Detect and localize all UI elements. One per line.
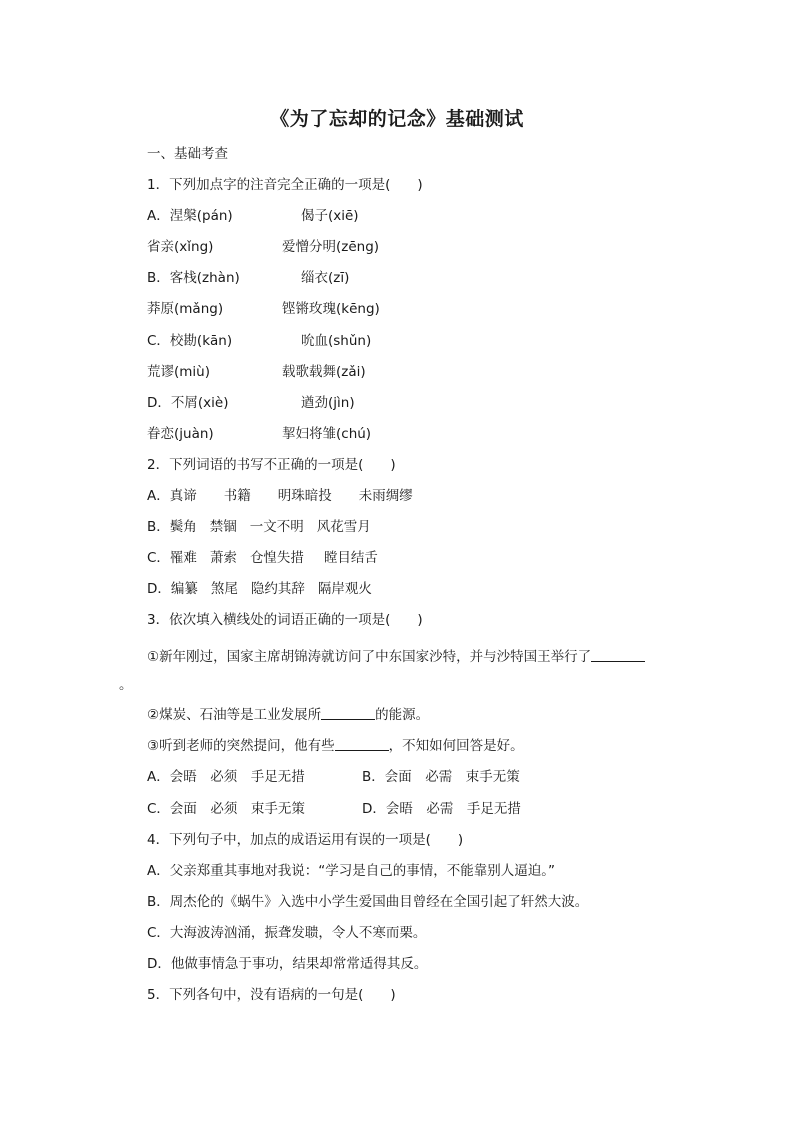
q2-c-word-4: 瞠目结舌 (323, 550, 378, 566)
q2-option-d (147, 580, 372, 598)
q4-option-b: B．周杰伦的《蜗牛》入选中小学生爱国曲目曾经在全国引起了轩然大波。 (147, 894, 589, 910)
q3-sentence-2-after: 的能源。 (375, 707, 430, 723)
q2-a-word-1: A．真谛 (147, 488, 197, 504)
q3-sentence-3-after: ，不知如何回答是好。 (388, 738, 524, 754)
section-heading: 一、基础考查 (147, 146, 228, 162)
q3-option-b: B．会面 必需 束手无策 (362, 769, 520, 785)
q2-d-word-3: 隐约其辞 (250, 581, 305, 597)
q2-c-word-3: 仓惶失措 (249, 550, 304, 566)
q1-option-a-item-2: 偈子(xiē) (301, 208, 359, 224)
q3-sentence-3 (147, 737, 524, 755)
q2-b-word-2: 禁锢 (209, 519, 237, 535)
q1-option-a-item-4: 爱憎分明(zēng) (282, 239, 380, 255)
q4-option-a: A．父亲郑重其事地对我说：“学习是自己的事情，不能靠别人逼迫。” (147, 863, 555, 879)
q3-sentence-1-end: 。 (119, 677, 133, 693)
q1-option-c-item-4: 载歌载舞(zǎi) (282, 364, 366, 380)
q2-a-word-2: 书籍 (223, 488, 251, 504)
q3-blank-1 (591, 648, 645, 662)
q2-a-word-4: 未雨绸缪 (358, 488, 413, 504)
q1-option-c-item-2: 吮血(shǔn) (301, 333, 372, 349)
q2-c-word-2: 萧索 (209, 550, 237, 566)
q3-sentence-1 (147, 648, 645, 666)
q2-b-word-3: 一文不明 (249, 519, 304, 535)
question-1-stem: 1．下列加点字的注音完全正确的一项是( ) (147, 177, 423, 193)
question-3-stem: 3．依次填入横线处的词语正确的一项是( ) (147, 612, 423, 628)
q2-b-word-1: B．鬓角 (147, 519, 197, 535)
q2-option-b (147, 518, 371, 536)
q1-option-a-item-1: A．涅槃(pán) (147, 208, 233, 224)
q1-option-d-item-4: 挈妇将雏(chú) (282, 426, 372, 442)
q2-option-c (147, 549, 378, 567)
question-5-stem: 5．下列各句中，没有语病的一句是( ) (147, 987, 396, 1003)
q3-sentence-2 (147, 706, 429, 724)
q1-option-a-item-3: 省亲(xǐng) (147, 239, 214, 255)
q2-d-word-1: D．编纂 (147, 581, 198, 597)
q1-option-b-item-4: 铿锵玫瑰(kēng) (282, 301, 380, 317)
q2-d-word-2: 煞尾 (210, 581, 238, 597)
q1-option-b-item-1: B．客栈(zhàn) (147, 270, 240, 286)
q1-option-d-item-3: 眷恋(juàn) (147, 426, 214, 442)
q1-option-b-item-3: 莽原(mǎng) (147, 301, 224, 317)
q2-c-word-1: C．罹难 (147, 550, 197, 566)
q3-option-c: C．会面 必须 束手无策 (147, 801, 305, 817)
q1-option-c-item-1: C．校勘(kān) (147, 333, 233, 349)
q1-option-b-item-2: 缁衣(zī) (301, 270, 350, 286)
q4-option-d: D．他做事情急于事功，结果却常常适得其反。 (147, 956, 428, 972)
q2-option-a (147, 487, 413, 505)
q3-blank-2 (321, 706, 375, 720)
q1-option-c-item-3: 荒谬(miù) (147, 364, 210, 380)
q3-option-d: D．会晤 必需 手足无措 (362, 801, 521, 817)
q3-sentence-3-before: ③听到老师的突然提问，他有些 (147, 738, 335, 754)
q4-option-c: C．大海波涛汹涌，振聋发聩，令人不寒而栗。 (147, 925, 427, 941)
q1-option-d-item-2: 遒劲(jìn) (301, 395, 355, 411)
q2-d-word-4: 隔岸观火 (317, 581, 372, 597)
q3-sentence-1-text: ①新年刚过，国家主席胡锦涛就访问了中东国家沙特，并与沙特国王举行了 (147, 649, 592, 665)
question-4-stem: 4．下列句子中，加点的成语运用有误的一项是( ) (147, 832, 464, 848)
q3-sentence-2-before: ②煤炭、石油等是工业发展所 (147, 707, 322, 723)
q2-b-word-4: 风花雪月 (316, 519, 371, 535)
question-2-stem: 2．下列词语的书写不正确的一项是( ) (147, 457, 396, 473)
document-title: 《为了忘却的记念》基础测试 (270, 108, 524, 130)
q2-a-word-3: 明珠暗投 (277, 488, 332, 504)
q3-blank-3 (335, 737, 389, 751)
q1-option-d-item-1: D．不屑(xiè) (147, 395, 229, 411)
q3-option-a: A．会晤 必须 手足无措 (147, 769, 305, 785)
